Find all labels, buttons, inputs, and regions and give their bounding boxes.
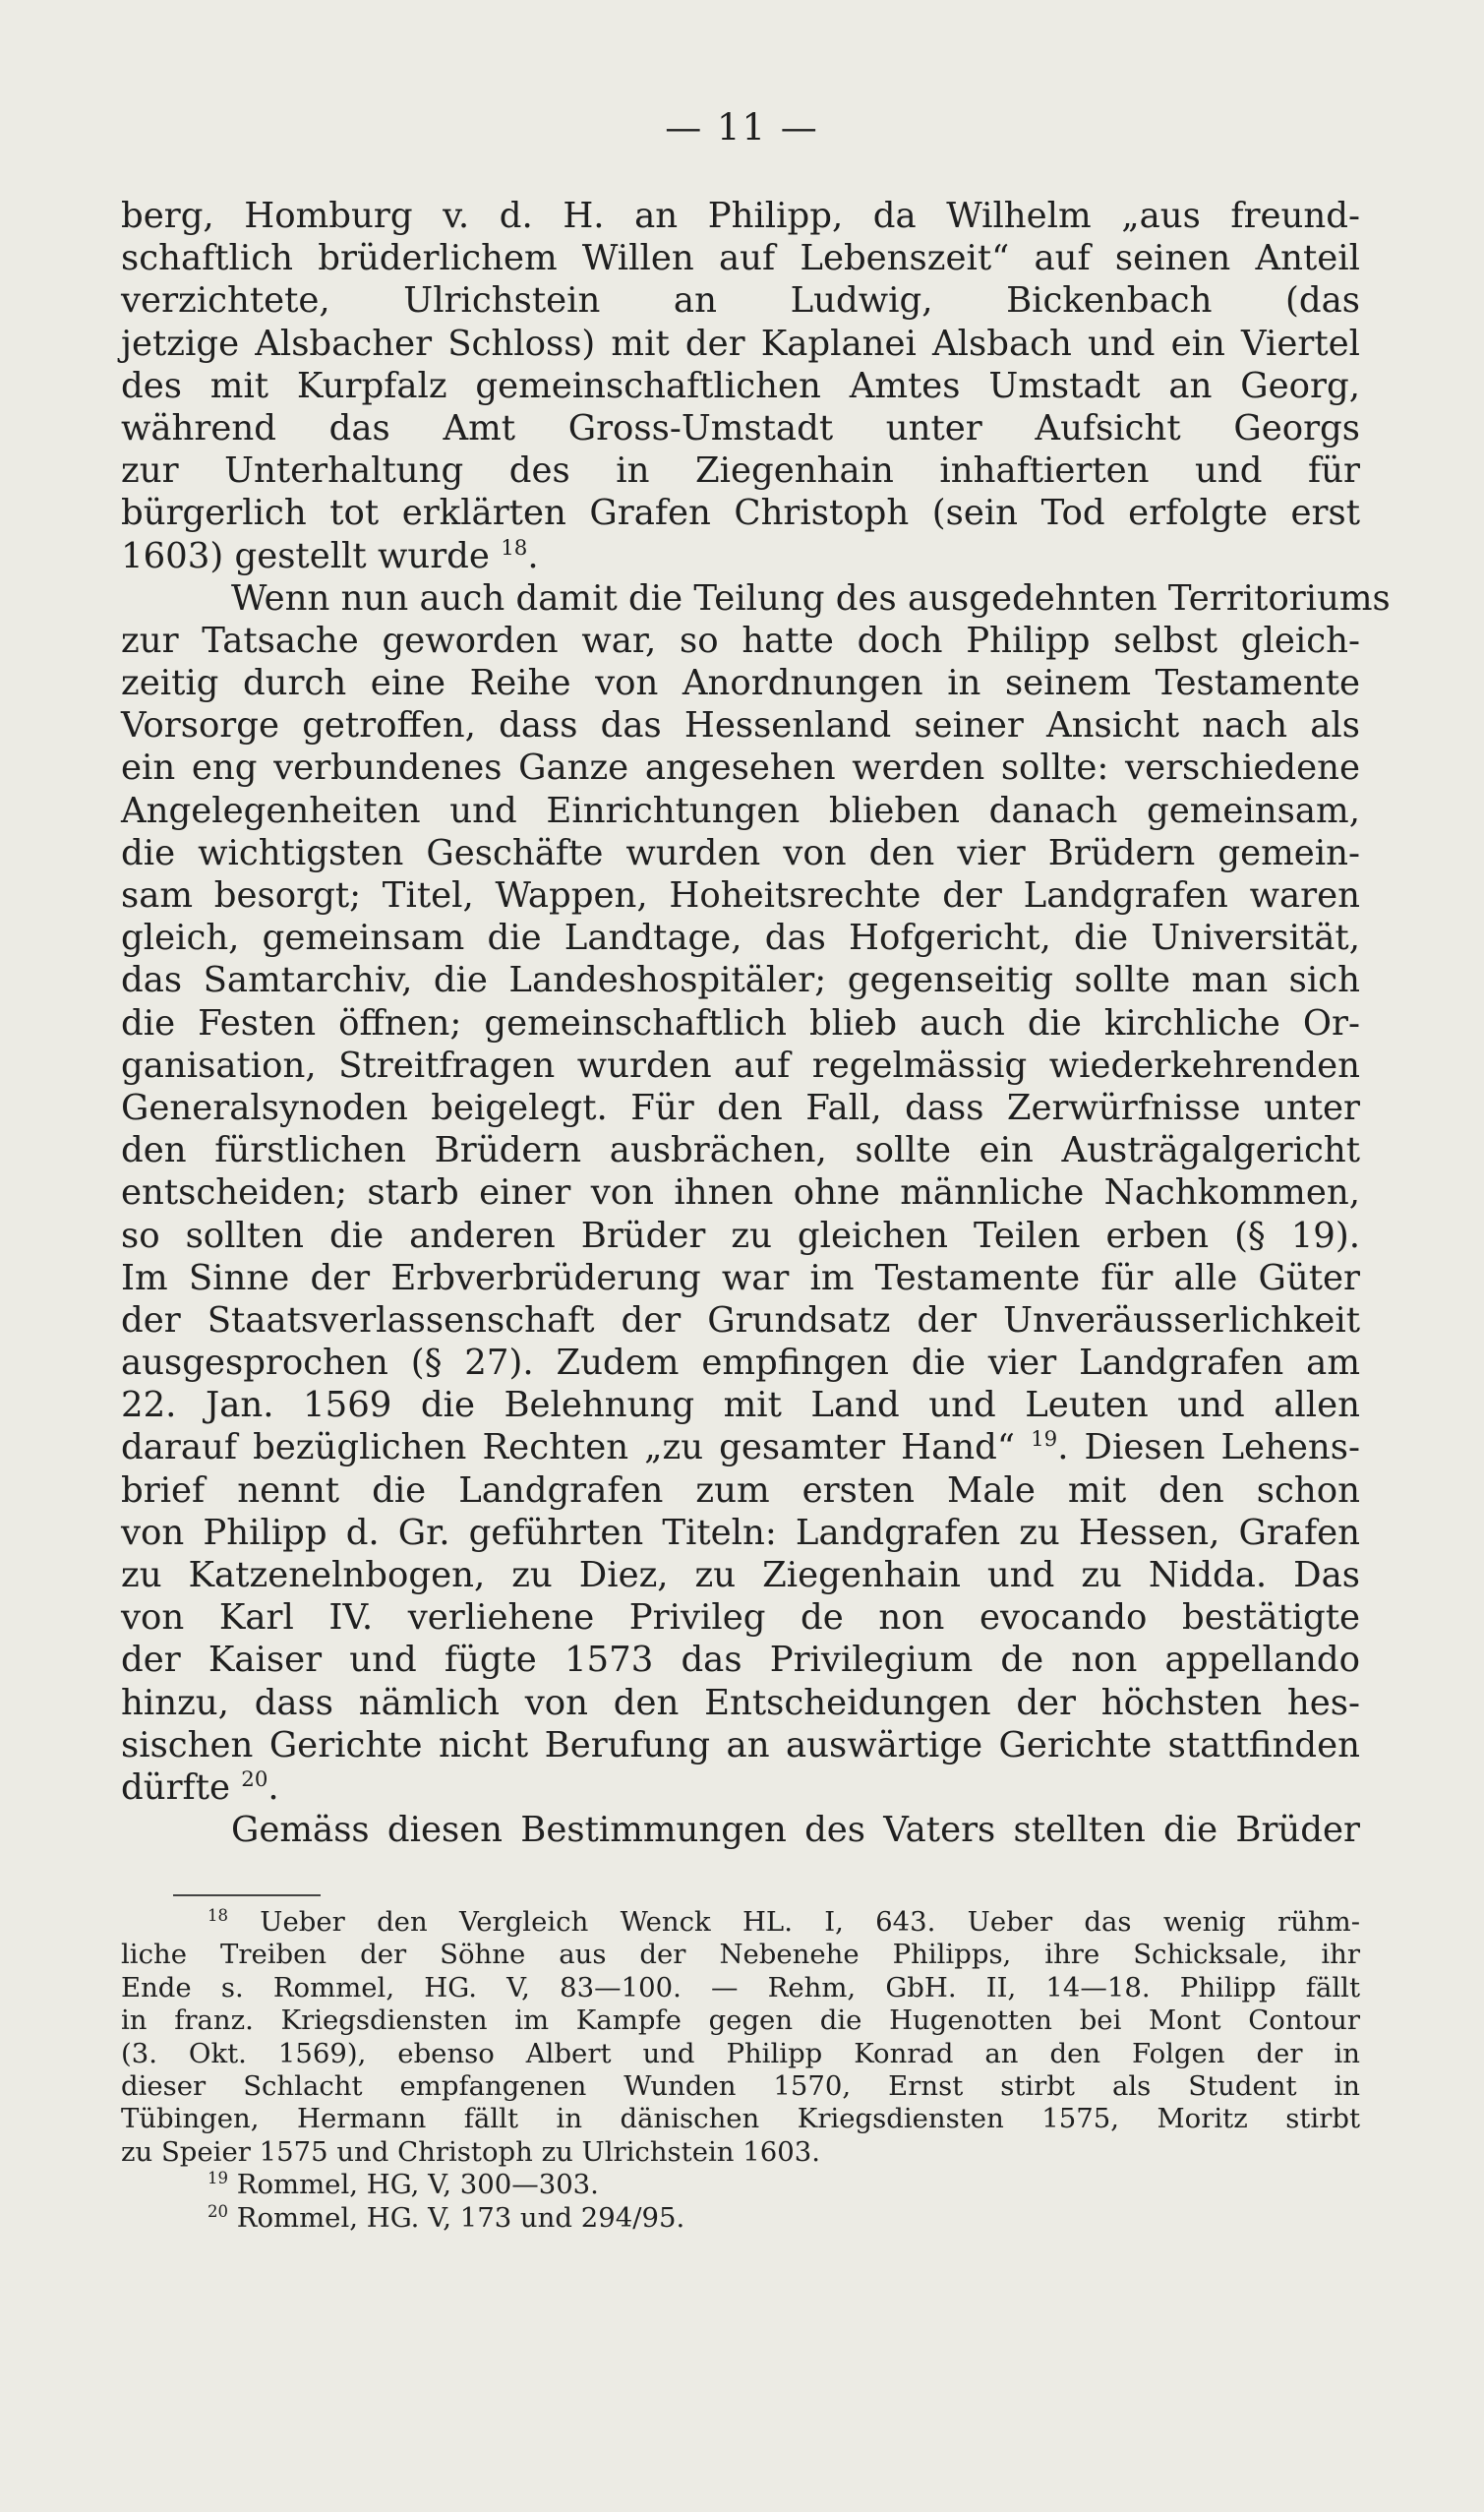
text-line: der Kaiser und fügte 1573 das Privilegium de non appellando <box>121 1640 1360 1681</box>
text-line: von Philipp d. Gr. geführten Titeln: Landgrafen zu Hessen, Grafen <box>121 1512 1360 1553</box>
text-line: bürgerlich tot erklärten Grafen Christoph (sein Tod erfolgte erst <box>121 493 1360 534</box>
text-line: der Staatsverlassenschaft der Grundsatz der Unveräusserlichkeit <box>121 1299 1360 1341</box>
text-segment: . <box>267 1766 279 1808</box>
text-line: sam besorgt; Titel, Wappen, Hoheitsrechte der Landgrafen waren <box>121 875 1360 916</box>
footnote-19 <box>121 2169 1360 2201</box>
footnote-text: Rommel, HG, V, 300—303. <box>236 2169 599 2201</box>
footnote-separator <box>173 1894 321 1896</box>
text-segment: dürfte <box>121 1766 230 1808</box>
text-line: hinzu, dass nämlich von den Entscheidungen der höchsten hes- <box>121 1682 1360 1723</box>
footnote-ref-20: 20 <box>241 1767 268 1793</box>
footnote-line: Ende s. Rommel, HG. V, 83—100. — Rehm, GbH. II, 14—18. Philipp fällt <box>121 1971 1360 2004</box>
main-text <box>121 195 1391 1851</box>
text-line <box>121 1426 1360 1468</box>
text-line: von Karl IV. verliehene Privileg de non evocando bestätigte <box>121 1597 1360 1639</box>
footnote-number: 18 <box>208 1905 228 1925</box>
text-line: zur Tatsache geworden war, so hatte doch Philipp selbst gleich- <box>121 620 1360 661</box>
text-line: das Samtarchiv, die Landeshospitäler; gegenseitig sollte man sich <box>121 960 1360 1001</box>
footnote-ref-18: 18 <box>501 535 528 561</box>
text-line: Im Sinne der Erbverbrüderung war im Testamente für alle Güter <box>121 1257 1360 1298</box>
text-line: jetzige Alsbacher Schloss) mit der Kaplanei Alsbach und ein Viertel <box>121 323 1360 364</box>
paragraph-start: Wenn nun auch damit die Teilung des ausgedehnten Territoriums <box>231 577 1391 619</box>
footnote-number: 19 <box>208 2168 228 2187</box>
text-segment: 1603) gestellt wurde <box>121 535 490 576</box>
text-line: so sollten die anderen Brüder zu gleichen Teilen erben (§ 19). <box>121 1215 1360 1256</box>
footnote-line: (3. Okt. 1569), ebenso Albert und Philipp Konrad an den Folgen der in <box>121 2037 1360 2069</box>
text-line: ein eng verbundenes Ganze angesehen werden sollte: verschiedene <box>121 748 1360 789</box>
page-number: — 11 — <box>665 106 819 149</box>
footnote-18 <box>121 1906 1360 1939</box>
text-line: die Festen öffnen; gemeinschaftlich blieb auch die kirchliche Or- <box>121 1002 1360 1044</box>
text-line: verzichtete, Ulrichstein an Ludwig, Bickenbach (das <box>121 280 1360 322</box>
footnote-text: Rommel, HG. V, 173 und 294/95. <box>236 2201 685 2234</box>
footnote-line: liche Treiben der Söhne aus der Nebenehe Philipps, ihre Schicksale, ihr <box>121 1939 1360 1971</box>
text-line <box>121 1766 1360 1809</box>
paragraph-start: Gemäss diesen Bestimmungen des Vaters stellten die Brüder <box>231 1810 1360 1851</box>
text-line: ganisation, Streitfragen wurden auf regelmässig wiederkehrenden <box>121 1045 1360 1086</box>
text-line: berg, Homburg v. d. H. an Philipp, da Wilhelm „aus freund- <box>121 196 1360 236</box>
text-line: entscheiden; starb einer von ihnen ohne männliche Nachkommen, <box>121 1172 1360 1214</box>
text-line: ausgesprochen (§ 27). Zudem empfingen die vier Landgrafen am <box>121 1343 1360 1384</box>
footnote-line: Tübingen, Hermann fällt in dänischen Kriegsdiensten 1575, Moritz stirbt <box>121 2103 1360 2135</box>
footnote-text: Ueber den Vergleich Wenck HL. I, 643. Ueber das wenig rühm- <box>260 1906 1360 1938</box>
text-segment: darauf bezüglichen Rechten „zu gesamter Hand“ <box>121 1427 1016 1468</box>
text-line: schaftlich brüderlichem Willen auf Lebenszeit“ auf seinen Anteil <box>121 238 1360 279</box>
footnotes <box>121 1906 1360 2235</box>
text-line: des mit Kurpfalz gemeinschaftlichen Amtes Umstadt an Georg, <box>121 365 1360 406</box>
text-line: zur Unterhaltung des in Ziegenhain inhaftierten und für <box>121 450 1360 492</box>
footnote-number: 20 <box>208 2201 228 2221</box>
text-line: die wichtigsten Geschäfte wurden von den vier Brüdern gemein- <box>121 832 1360 873</box>
footnote-line: in franz. Kriegsdiensten im Kampfe gegen die Hugenotten bei Mont Contour <box>121 2004 1360 2037</box>
footnote-line: dieser Schlacht empfangenen Wunden 1570, Ernst stirbt als Student in <box>121 2069 1360 2102</box>
text-line: zeitig durch eine Reihe von Anordnungen in seinem Testamente <box>121 663 1360 704</box>
text-line: Angelegenheiten und Einrichtungen blieben danach gemeinsam, <box>121 790 1360 831</box>
text-line: gleich, gemeinsam die Landtage, das Hofgericht, die Universität, <box>121 918 1360 959</box>
footnote-20 <box>121 2202 1360 2235</box>
text-line: während das Amt Gross-Umstadt unter Aufsicht Georgs <box>121 407 1360 449</box>
text-line: sischen Gerichte nicht Berufung an auswärtige Gerichte stattfinden <box>121 1724 1360 1765</box>
text-line: brief nennt die Landgrafen zum ersten Male mit den schon <box>121 1469 1360 1511</box>
footnote-line: zu Speier 1575 und Christoph zu Ulrichstein 1603. <box>121 2135 820 2168</box>
text-line <box>121 535 1360 577</box>
text-line: den fürstlichen Brüdern ausbrächen, sollte ein Austrägalgericht <box>121 1130 1360 1171</box>
text-line: 22. Jan. 1569 die Belehnung mit Land und Leuten und allen <box>121 1385 1360 1426</box>
text-segment: . <box>527 535 539 576</box>
footnote-ref-19: 19 <box>1031 1427 1058 1453</box>
text-segment: . Diesen Lehens- <box>1057 1427 1360 1468</box>
text-line: Generalsynoden beigelegt. Für den Fall, dass Zerwürfnisse unter <box>121 1087 1360 1128</box>
text-line: Vorsorge getroffen, dass das Hessenland seiner Ansicht nach als <box>121 705 1360 747</box>
text-line: zu Katzenelnbogen, zu Diez, zu Ziegenhain und zu Nidda. Das <box>121 1555 1360 1595</box>
